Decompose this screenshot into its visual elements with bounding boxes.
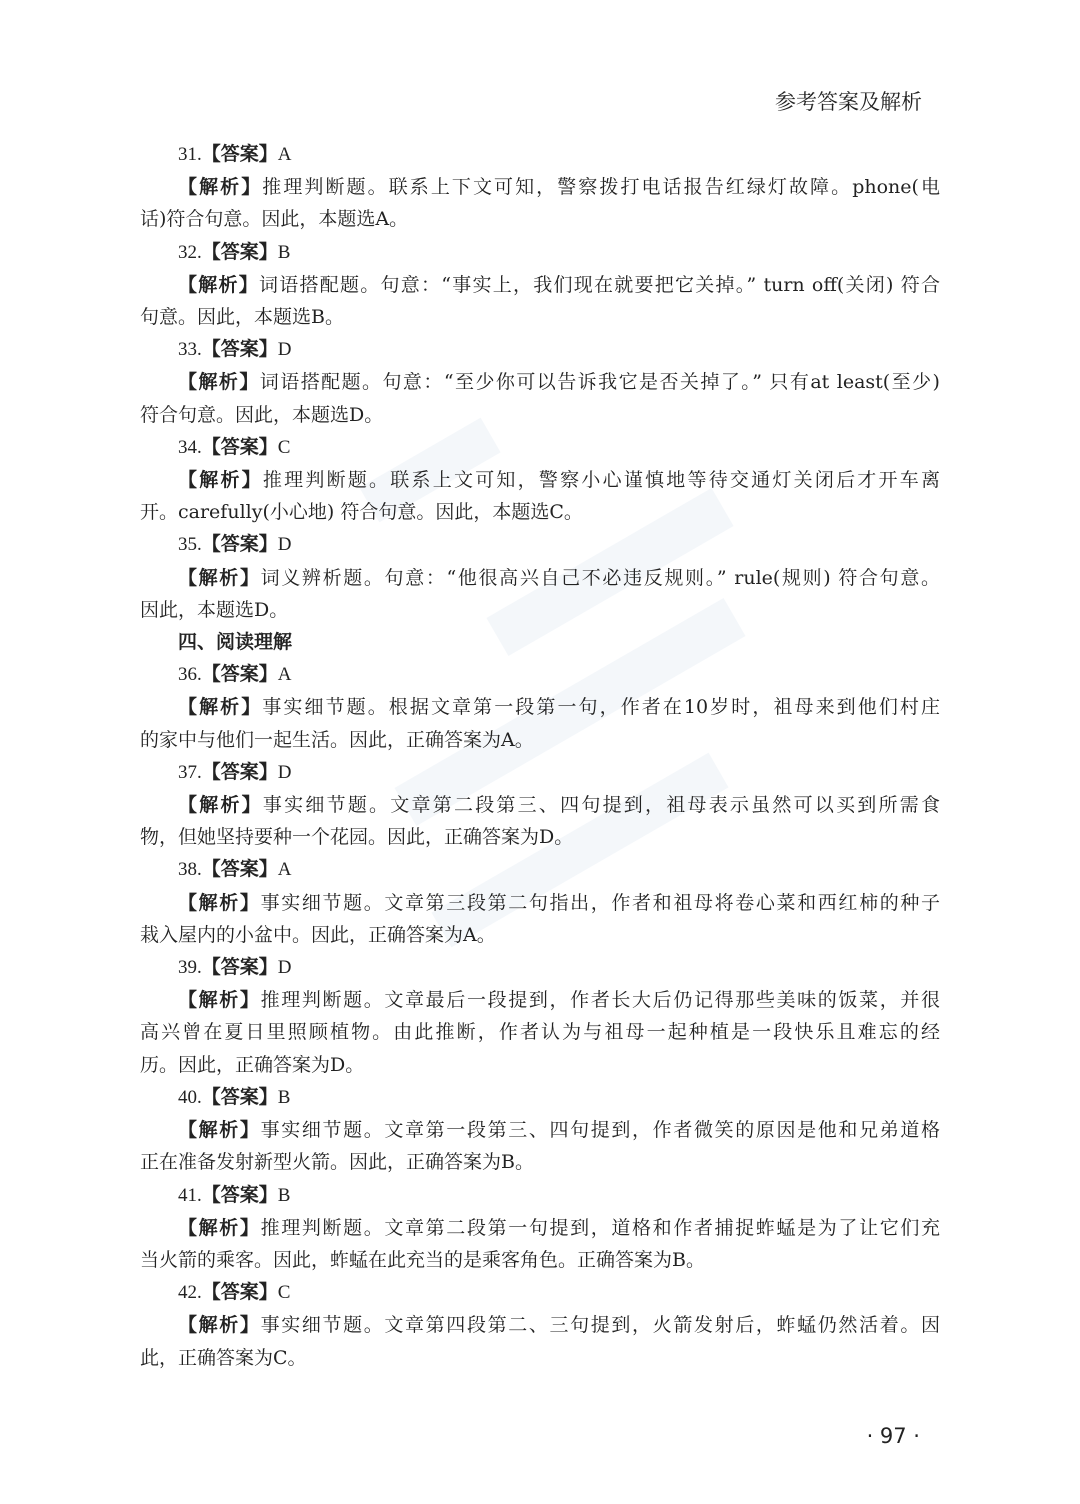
explanation-label: 【解析】 [178, 696, 263, 719]
explanation-line: 正在准备发射新型火箭。因此，正确答案为B。 [140, 1151, 534, 1174]
answer-line [140, 951, 940, 984]
explanation-line: 【解析】词语搭配题。句意：“至少你可以告诉我它是否关掉了。” 只有at least(至少) [178, 371, 940, 394]
answer-value: D [277, 761, 292, 783]
answer-value: A [277, 859, 292, 881]
explanation-line: 【解析】词语搭配题。句意：“事实上，我们现在就要把它关掉。” turn off(关闭) 符合 [178, 273, 940, 296]
answer-value: A [277, 664, 292, 686]
answer-label: 【答案】 [201, 533, 278, 556]
answer-content [140, 138, 940, 1374]
question-number: 37. [178, 761, 202, 783]
answer-label: 【答案】 [201, 338, 278, 361]
explanation-line: 高兴曾在夏日里照顾植物。由此推断，作者认为与祖母一起种植是一段快乐且难忘的经 [140, 1021, 940, 1044]
explanation-label: 【解析】 [178, 469, 263, 492]
answer-value: D [277, 957, 292, 979]
explanation-line: 当火箭的乘客。因此，蚱蜢在此充当的是乘客角色。正确答案为B。 [140, 1248, 705, 1271]
header-divider [140, 124, 940, 125]
explanation-line: 历。因此，正确答案为D。 [140, 1053, 365, 1076]
answer-line [140, 138, 940, 171]
explanation-line: 的家中与他们一起生活。因此，正确答案为A。 [140, 728, 534, 751]
answer-value: C [277, 436, 291, 458]
question-number: 32. [178, 241, 202, 263]
question-number: 33. [178, 339, 202, 361]
answer-label: 【答案】 [201, 956, 278, 979]
explanation-label: 【解析】 [178, 176, 263, 199]
question-number: 41. [178, 1184, 202, 1206]
answer-line [140, 658, 940, 691]
question-number: 40. [178, 1086, 202, 1108]
answer-line [140, 1081, 940, 1114]
question-number: 31. [178, 144, 202, 165]
explanation-line: 话)符合句意。因此，本题选A。 [140, 208, 409, 231]
answer-line [140, 1179, 940, 1212]
page-number: · 97 · [866, 1424, 920, 1448]
explanation-line: 【解析】事实细节题。文章第一段第三、四句提到，作者微笑的原因是他和兄弟道格 [178, 1119, 940, 1142]
explanation-line: 【解析】事实细节题。文章第四段第二、三句提到，火箭发射后，蚱蜢仍然活着。因 [178, 1314, 940, 1337]
answer-value: A [277, 144, 292, 165]
explanation-line: 此，正确答案为C。 [140, 1346, 307, 1369]
question-number: 35. [178, 534, 202, 556]
answer-label: 【答案】 [201, 760, 278, 783]
running-header-title: 参考答案及解析 [775, 90, 922, 114]
answer-line [140, 333, 940, 366]
explanation-line: 【解析】事实细节题。文章第三段第二句指出，作者和祖母将卷心菜和西红柿的种子 [178, 891, 940, 914]
explanation-line: 物，但她坚持要种一个花园。因此，正确答案为D。 [140, 826, 574, 849]
question-number: 36. [178, 664, 202, 686]
section-heading: 四、阅读理解 [178, 631, 293, 654]
answer-line [140, 236, 940, 269]
explanation-label: 【解析】 [178, 1216, 261, 1239]
answer-label: 【答案】 [201, 1183, 278, 1206]
explanation-line: 栽入屋内的小盆中。因此，正确答案为A。 [140, 923, 496, 946]
answer-value: D [277, 534, 292, 556]
answer-label: 【答案】 [201, 663, 278, 686]
explanation-label: 【解析】 [178, 1119, 261, 1142]
question-number: 34. [178, 436, 202, 458]
explanation-label: 【解析】 [178, 891, 261, 914]
explanation-line: 因此，本题选D。 [140, 598, 289, 621]
answer-line [140, 431, 940, 464]
explanation-line: 开。carefully(小心地) 符合句意。因此，本题选C。 [140, 501, 583, 524]
explanation-line: 【解析】推理判断题。文章第二段第一句提到，道格和作者捕捉蚱蜢是为了让它们充 [178, 1216, 940, 1239]
explanation-line: 【解析】推理判断题。联系上下文可知，警察拨打电话报告红绿灯故障。phone(电 [178, 176, 940, 199]
answer-value: B [277, 1086, 291, 1108]
question-number: 38. [178, 859, 202, 881]
answer-label: 【答案】 [201, 858, 278, 881]
answer-label: 【答案】 [201, 1085, 278, 1108]
answer-value: B [277, 1184, 291, 1206]
explanation-label: 【解析】 [178, 989, 261, 1012]
answer-line [140, 1276, 940, 1309]
answer-value: D [277, 339, 292, 361]
explanation-line: 【解析】推理判断题。文章最后一段提到，作者长大后仍记得那些美味的饭菜，并很 [178, 989, 940, 1012]
answer-line [140, 756, 940, 789]
explanation-label: 【解析】 [178, 1314, 261, 1337]
answer-value: B [277, 241, 291, 263]
explanation-line: 句意。因此，本题选B。 [140, 306, 344, 329]
answer-label: 【答案】 [201, 1281, 278, 1304]
explanation-label: 【解析】 [178, 371, 260, 394]
answer-label: 【答案】 [201, 435, 278, 458]
answer-line [140, 528, 940, 561]
explanation-line: 【解析】事实细节题。根据文章第一段第一句，作者在10岁时，祖母来到他们村庄 [178, 696, 940, 719]
question-number: 42. [178, 1282, 202, 1304]
explanation-line: 【解析】事实细节题。文章第二段第三、四句提到，祖母表示虽然可以买到所需食 [178, 794, 940, 817]
explanation-line: 【解析】推理判断题。联系上文可知，警察小心谨慎地等待交通灯关闭后才开车离 [178, 469, 940, 492]
explanation-line: 符合句意。因此，本题选D。 [140, 403, 384, 426]
answer-label: 【答案】 [201, 240, 278, 263]
explanation-label: 【解析】 [178, 273, 259, 296]
explanation-label: 【解析】 [178, 794, 263, 817]
question-number: 39. [178, 957, 202, 979]
explanation-label: 【解析】 [178, 566, 261, 589]
explanation-line: 【解析】词义辨析题。句意：“他很高兴自己不必违反规则。” rule(规则) 符合句意。 [178, 566, 940, 589]
answer-line [140, 853, 940, 886]
answer-label: 【答案】 [201, 143, 278, 165]
answer-value: C [277, 1282, 291, 1304]
